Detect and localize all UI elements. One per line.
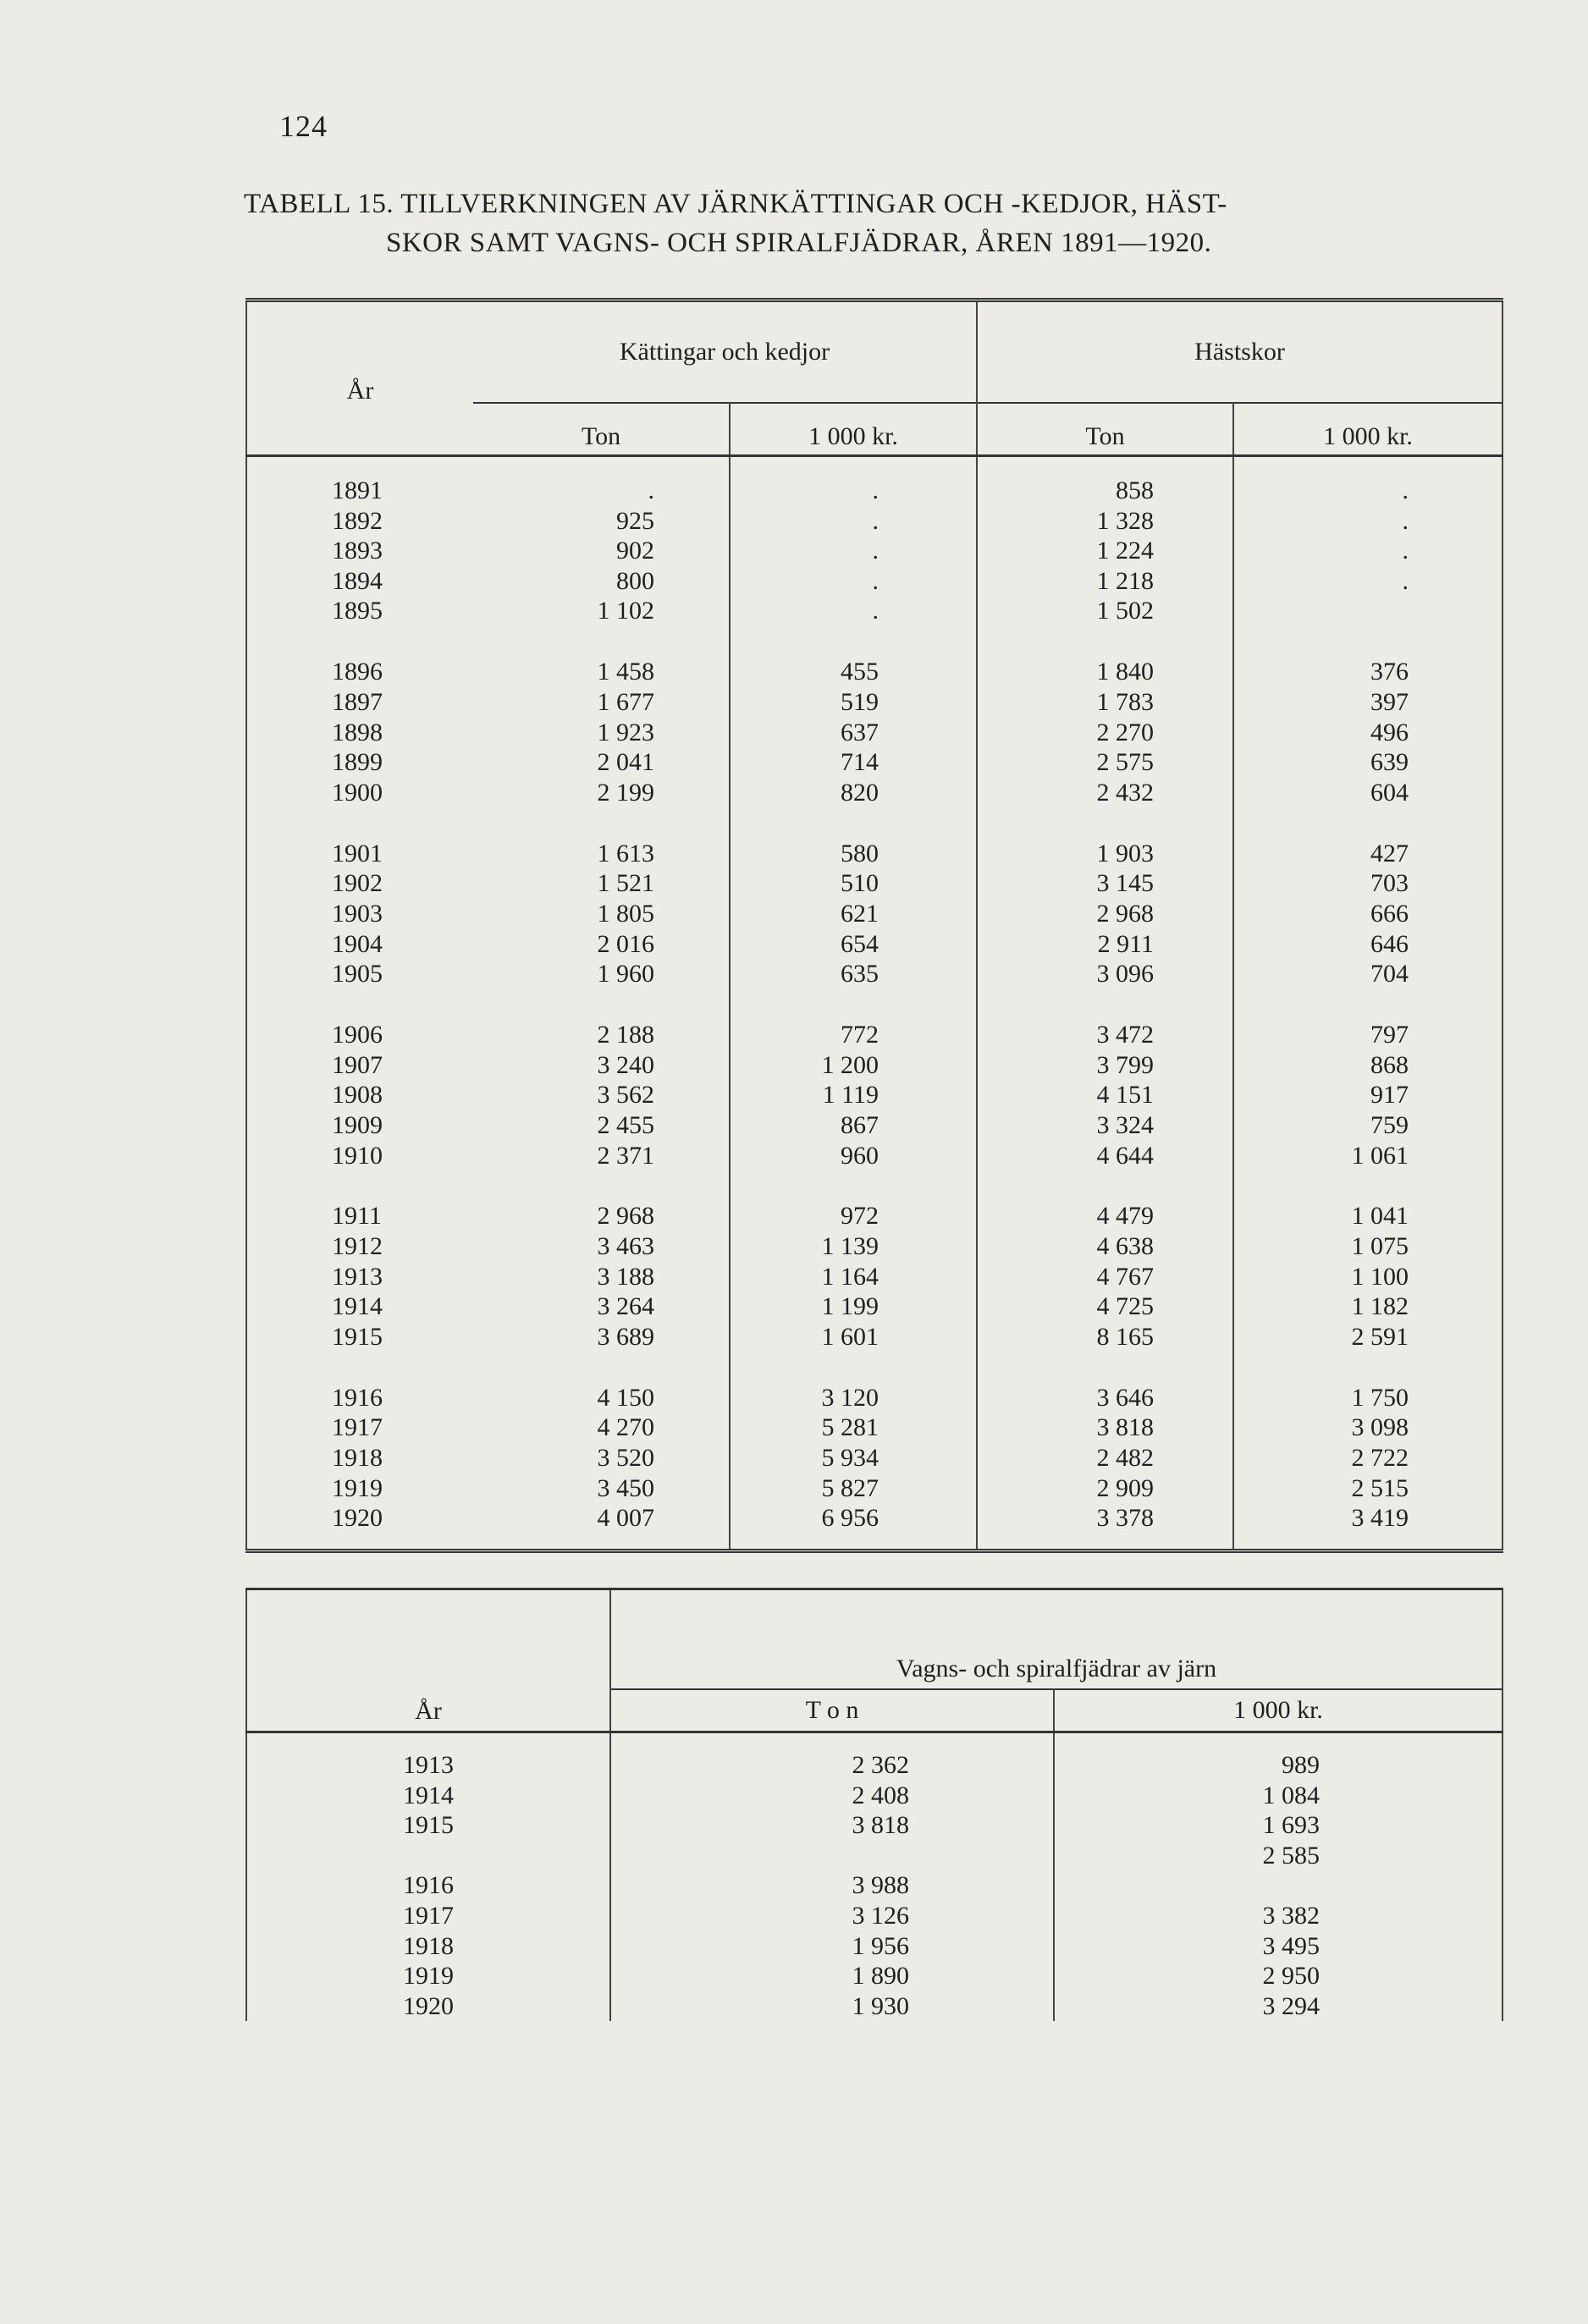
cell-year: 1916 — [246, 1870, 610, 1901]
cell-chains-ton: 3 188 — [473, 1262, 730, 1292]
cell-springs-kr: 3 294 — [1054, 1991, 1503, 2022]
cell-horseshoes-ton: 1 783 — [977, 687, 1233, 718]
cell-horseshoes-kr: 639 — [1233, 747, 1503, 778]
cell-springs-ton: 2 362 — [610, 1732, 1054, 1781]
cell-springs-kr — [1054, 1870, 1503, 1901]
cell-horseshoes-kr: . — [1233, 506, 1503, 537]
table-row — [246, 929, 1503, 960]
col-header-chains-ton: Ton — [473, 403, 730, 456]
table-row — [246, 1443, 1503, 1473]
cell-horseshoes-kr: 2 591 — [1233, 1322, 1503, 1352]
cell-year: 1897 — [246, 687, 473, 718]
cell-chains-ton: 2 188 — [473, 989, 730, 1050]
col-header-springs-kr: 1 000 kr. — [1054, 1689, 1503, 1732]
cell-chains-ton: 3 450 — [473, 1473, 730, 1504]
table-row — [246, 1931, 1503, 1962]
cell-year: 1892 — [246, 506, 473, 537]
cell-springs-ton: 1 890 — [610, 1961, 1054, 1991]
cell-chains-ton: 3 463 — [473, 1231, 730, 1262]
cell-horseshoes-ton: 4 151 — [977, 1080, 1233, 1110]
cell-horseshoes-kr: 666 — [1233, 899, 1503, 929]
cell-chains-kr: 1 119 — [730, 1080, 977, 1110]
cell-year: 1917 — [246, 1413, 473, 1443]
cell-year: 1903 — [246, 899, 473, 929]
cell-horseshoes-kr: 868 — [1233, 1050, 1503, 1081]
cell-year: 1891 — [246, 456, 473, 506]
cell-year: 1914 — [246, 1781, 610, 1811]
cell-chains-ton: 1 805 — [473, 899, 730, 929]
cell-year: 1911 — [246, 1170, 473, 1231]
cell-chains-kr: 5 827 — [730, 1473, 977, 1504]
cell-chains-kr: . — [730, 456, 977, 506]
cell-horseshoes-ton: 1 840 — [977, 626, 1233, 687]
cell-horseshoes-ton: 1 218 — [977, 566, 1233, 597]
cell-year: 1920 — [246, 1503, 473, 1550]
cell-year: 1895 — [246, 596, 473, 626]
cell-horseshoes-kr: 1 061 — [1233, 1141, 1503, 1171]
table-row — [246, 1322, 1503, 1352]
cell-springs-ton: 1 930 — [610, 1991, 1054, 2022]
cell-year: 1912 — [246, 1231, 473, 1262]
cell-chains-kr: 867 — [730, 1110, 977, 1141]
cell-horseshoes-kr: 759 — [1233, 1110, 1503, 1141]
cell-springs-ton: 3 126 — [610, 1901, 1054, 1931]
cell-chains-kr: 1 601 — [730, 1322, 977, 1352]
cell-chains-kr: 960 — [730, 1141, 977, 1171]
cell-horseshoes-kr: 1 100 — [1233, 1262, 1503, 1292]
cell-chains-ton: 1 458 — [473, 626, 730, 687]
cell-springs-kr: 1 693 — [1054, 1810, 1503, 1841]
cell-chains-ton: 2 199 — [473, 778, 730, 808]
cell-horseshoes-kr: 797 — [1233, 989, 1503, 1050]
cell-year: 1915 — [246, 1322, 473, 1352]
cell-chains-ton: 1 960 — [473, 959, 730, 989]
cell-horseshoes-ton: 2 432 — [977, 778, 1233, 808]
cell-springs-kr: 2 950 — [1054, 1961, 1503, 1991]
table-row — [246, 1732, 1503, 1781]
cell-horseshoes-ton: 3 472 — [977, 989, 1233, 1050]
table-row — [246, 1991, 1503, 2022]
table-row — [246, 959, 1503, 989]
cell-springs-kr: 989 — [1054, 1732, 1503, 1781]
table-row — [246, 456, 1503, 506]
cell-chains-kr: 635 — [730, 959, 977, 989]
cell-year: 1901 — [246, 807, 473, 868]
cell-year: 1904 — [246, 929, 473, 960]
cell-chains-kr: 6 956 — [730, 1503, 977, 1550]
table-row — [246, 1352, 1503, 1413]
cell-year: 1906 — [246, 989, 473, 1050]
cell-horseshoes-ton: 3 818 — [977, 1413, 1233, 1443]
cell-chains-ton: 2 371 — [473, 1141, 730, 1171]
table-row — [246, 1473, 1503, 1504]
cell-chains-ton: 3 264 — [473, 1291, 730, 1322]
table-row — [246, 626, 1503, 687]
title-line-1: TABELL 15. TILLVERKNINGEN AV JÄRNKÄTTINGAR OCH -KEDJOR, HÄST- — [244, 189, 1227, 219]
cell-chains-kr: 1 139 — [730, 1231, 977, 1262]
cell-horseshoes-kr: 1 041 — [1233, 1170, 1503, 1231]
cell-horseshoes-ton: 3 799 — [977, 1050, 1233, 1081]
table-row — [246, 1413, 1503, 1443]
table-row — [246, 596, 1503, 626]
cell-chains-kr: 714 — [730, 747, 977, 778]
cell-year: 1919 — [246, 1961, 610, 1991]
cell-chains-kr: 3 120 — [730, 1352, 977, 1413]
cell-year: 1914 — [246, 1291, 473, 1322]
table-springs — [245, 1588, 1503, 2021]
cell-horseshoes-kr: . — [1233, 566, 1503, 597]
cell-horseshoes-ton: 2 575 — [977, 747, 1233, 778]
cell-chains-ton: 1 521 — [473, 868, 730, 899]
cell-chains-ton: 2 968 — [473, 1170, 730, 1231]
cell-chains-kr: 621 — [730, 899, 977, 929]
page-number: 124 — [279, 109, 328, 143]
cell-year: 1898 — [246, 718, 473, 748]
cell-horseshoes-kr: 703 — [1233, 868, 1503, 899]
cell-year: 1920 — [246, 1991, 610, 2022]
col-header-chains-kr: 1 000 kr. — [730, 403, 977, 456]
table-row — [246, 1050, 1503, 1081]
title-line-2: SKOR SAMT VAGNS- OCH SPIRALFJÄDRAR, ÅREN 1891—1920. — [386, 228, 1212, 258]
group-header-springs: Vagns- och spiralfjädrar av järn — [610, 1589, 1503, 1690]
cell-horseshoes-kr: 427 — [1233, 807, 1503, 868]
cell-year: 1907 — [246, 1050, 473, 1081]
cell-horseshoes-kr: 1 182 — [1233, 1291, 1503, 1322]
cell-year: 1915 — [246, 1810, 610, 1841]
cell-horseshoes-ton: 4 638 — [977, 1231, 1233, 1262]
table-row — [246, 1810, 1503, 1841]
cell-chains-kr: . — [730, 506, 977, 537]
cell-horseshoes-ton: 3 646 — [977, 1352, 1233, 1413]
cell-year: 1893 — [246, 536, 473, 566]
cell-chains-kr: 637 — [730, 718, 977, 748]
table-row — [246, 778, 1503, 808]
table-row — [246, 989, 1503, 1050]
cell-horseshoes-ton: 858 — [977, 456, 1233, 506]
cell-chains-ton: 902 — [473, 536, 730, 566]
cell-chains-ton: 4 270 — [473, 1413, 730, 1443]
table-row — [246, 1870, 1503, 1901]
cell-horseshoes-kr: 1 075 — [1233, 1231, 1503, 1262]
cell-springs-kr: 3 382 — [1054, 1901, 1503, 1931]
year-header: År — [246, 300, 473, 456]
cell-horseshoes-kr: 604 — [1233, 778, 1503, 808]
cell-horseshoes-kr: 1 750 — [1233, 1352, 1503, 1413]
cell-horseshoes-ton: 8 165 — [977, 1322, 1233, 1352]
table-row — [246, 506, 1503, 537]
cell-chains-ton: 2 455 — [473, 1110, 730, 1141]
table-row — [246, 1291, 1503, 1322]
cell-chains-ton: . — [473, 456, 730, 506]
cell-year: 1913 — [246, 1732, 610, 1781]
cell-chains-ton: 1 102 — [473, 596, 730, 626]
cell-chains-ton: 800 — [473, 566, 730, 597]
cell-springs-ton: 3 818 — [610, 1810, 1054, 1841]
cell-chains-ton: 3 520 — [473, 1443, 730, 1473]
cell-horseshoes-kr: 646 — [1233, 929, 1503, 960]
cell-year: 1919 — [246, 1473, 473, 1504]
table-row — [246, 899, 1503, 929]
cell-chains-kr: 519 — [730, 687, 977, 718]
cell-horseshoes-ton: 3 324 — [977, 1110, 1233, 1141]
cell-chains-kr: 972 — [730, 1170, 977, 1231]
cell-horseshoes-kr: 917 — [1233, 1080, 1503, 1110]
table-row — [246, 1901, 1503, 1931]
table-row — [246, 1231, 1503, 1262]
cell-chains-kr: 1 164 — [730, 1262, 977, 1292]
cell-horseshoes-ton: 1 224 — [977, 536, 1233, 566]
cell-year: 1896 — [246, 626, 473, 687]
cell-year: 1894 — [246, 566, 473, 597]
cell-chains-kr: 1 200 — [730, 1050, 977, 1081]
table-row — [246, 1961, 1503, 1991]
cell-horseshoes-kr: 397 — [1233, 687, 1503, 718]
cell-chains-kr: 580 — [730, 807, 977, 868]
cell-horseshoes-ton: 3 145 — [977, 868, 1233, 899]
cell-horseshoes-ton: 1 328 — [977, 506, 1233, 537]
col-header-horseshoes-kr: 1 000 kr. — [1233, 403, 1503, 456]
cell-chains-ton: 925 — [473, 506, 730, 537]
cell-horseshoes-ton: 1 502 — [977, 596, 1233, 626]
cell-chains-ton: 2 016 — [473, 929, 730, 960]
table-row — [246, 1262, 1503, 1292]
cell-chains-ton: 1 613 — [473, 807, 730, 868]
col-header-springs-ton: T o n — [610, 1689, 1054, 1732]
table-row — [246, 1841, 1503, 1871]
cell-horseshoes-kr — [1233, 596, 1503, 626]
cell-chains-ton: 2 041 — [473, 747, 730, 778]
cell-year: 1913 — [246, 1262, 473, 1292]
table-row — [246, 1080, 1503, 1110]
cell-chains-kr: 5 934 — [730, 1443, 977, 1473]
cell-horseshoes-kr: 376 — [1233, 626, 1503, 687]
table-row — [246, 868, 1503, 899]
cell-year: 1900 — [246, 778, 473, 808]
cell-chains-kr: 455 — [730, 626, 977, 687]
cell-year: 1909 — [246, 1110, 473, 1141]
table-row — [246, 718, 1503, 748]
cell-year: 1905 — [246, 959, 473, 989]
cell-horseshoes-ton: 4 644 — [977, 1141, 1233, 1171]
table-row — [246, 1141, 1503, 1171]
year-header-springs: År — [246, 1589, 610, 1732]
cell-chains-kr: . — [730, 536, 977, 566]
cell-horseshoes-ton: 4 767 — [977, 1262, 1233, 1292]
group-header-chains: Kättingar och kedjor — [473, 300, 977, 404]
cell-springs-kr: 3 495 — [1054, 1931, 1503, 1962]
cell-year: 1916 — [246, 1352, 473, 1413]
cell-chains-ton: 1 677 — [473, 687, 730, 718]
cell-chains-kr: 654 — [730, 929, 977, 960]
cell-springs-kr: 1 084 — [1054, 1781, 1503, 1811]
cell-chains-kr: 5 281 — [730, 1413, 977, 1443]
cell-year: 1908 — [246, 1080, 473, 1110]
cell-year: 1899 — [246, 747, 473, 778]
cell-springs-kr: 2 585 — [1054, 1841, 1503, 1871]
cell-horseshoes-kr: 496 — [1233, 718, 1503, 748]
table-row — [246, 1170, 1503, 1231]
table-row — [246, 1503, 1503, 1550]
cell-horseshoes-ton: 2 270 — [977, 718, 1233, 748]
cell-horseshoes-ton: 4 479 — [977, 1170, 1233, 1231]
cell-year — [246, 1841, 610, 1871]
cell-horseshoes-ton: 2 911 — [977, 929, 1233, 960]
cell-horseshoes-ton: 4 725 — [977, 1291, 1233, 1322]
table-title — [244, 184, 1514, 262]
cell-year: 1917 — [246, 1901, 610, 1931]
cell-springs-ton: 1 956 — [610, 1931, 1054, 1962]
cell-horseshoes-ton: 2 482 — [977, 1443, 1233, 1473]
cell-horseshoes-kr: 2 515 — [1233, 1473, 1503, 1504]
cell-chains-kr: 772 — [730, 989, 977, 1050]
cell-chains-ton: 4 150 — [473, 1352, 730, 1413]
table-row — [246, 536, 1503, 566]
table-chains-horseshoes — [245, 298, 1503, 1553]
cell-horseshoes-kr: 704 — [1233, 959, 1503, 989]
cell-springs-ton — [610, 1841, 1054, 1871]
cell-horseshoes-kr: . — [1233, 456, 1503, 506]
cell-chains-kr: 1 199 — [730, 1291, 977, 1322]
cell-year: 1910 — [246, 1141, 473, 1171]
cell-chains-kr: . — [730, 566, 977, 597]
table-row — [246, 1110, 1503, 1141]
cell-horseshoes-ton: 1 903 — [977, 807, 1233, 868]
cell-chains-ton: 3 240 — [473, 1050, 730, 1081]
cell-chains-ton: 4 007 — [473, 1503, 730, 1550]
cell-horseshoes-kr: 2 722 — [1233, 1443, 1503, 1473]
cell-horseshoes-ton: 2 968 — [977, 899, 1233, 929]
table-row — [246, 687, 1503, 718]
cell-year: 1902 — [246, 868, 473, 899]
table-row — [246, 1781, 1503, 1811]
cell-horseshoes-ton: 3 096 — [977, 959, 1233, 989]
cell-horseshoes-ton: 2 909 — [977, 1473, 1233, 1504]
cell-horseshoes-ton: 3 378 — [977, 1503, 1233, 1550]
cell-chains-ton: 3 562 — [473, 1080, 730, 1110]
table-row — [246, 566, 1503, 597]
cell-horseshoes-kr: . — [1233, 536, 1503, 566]
group-header-horseshoes: Hästskor — [977, 300, 1503, 404]
col-header-horseshoes-ton: Ton — [977, 403, 1233, 456]
cell-chains-kr: . — [730, 596, 977, 626]
cell-year: 1918 — [246, 1931, 610, 1962]
table-row — [246, 807, 1503, 868]
cell-horseshoes-kr: 3 419 — [1233, 1503, 1503, 1550]
cell-year: 1918 — [246, 1443, 473, 1473]
cell-chains-kr: 820 — [730, 778, 977, 808]
table-row — [246, 747, 1503, 778]
cell-springs-ton: 3 988 — [610, 1870, 1054, 1901]
cell-springs-ton: 2 408 — [610, 1781, 1054, 1811]
cell-chains-kr: 510 — [730, 868, 977, 899]
cell-chains-ton: 1 923 — [473, 718, 730, 748]
cell-chains-ton: 3 689 — [473, 1322, 730, 1352]
cell-horseshoes-kr: 3 098 — [1233, 1413, 1503, 1443]
